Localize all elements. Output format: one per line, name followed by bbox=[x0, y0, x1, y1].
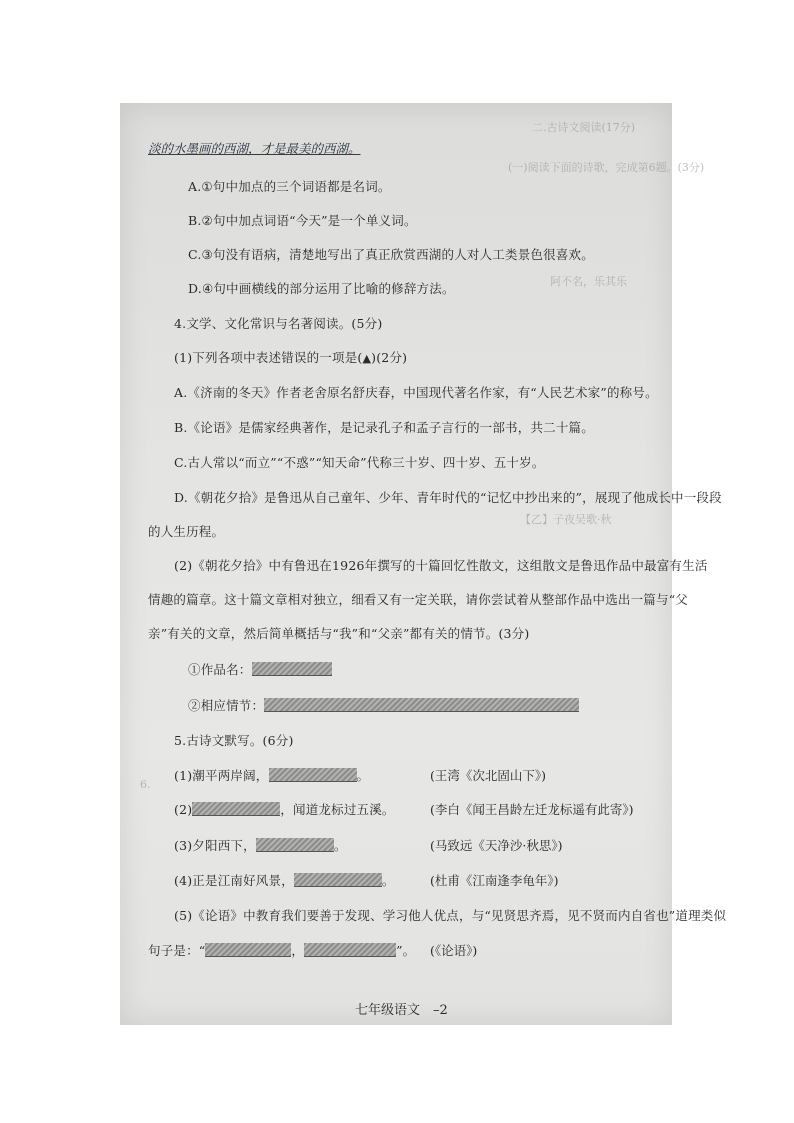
poem-punct: 。 bbox=[381, 873, 395, 888]
poem-text: ，闻道龙标过五溪。 bbox=[280, 802, 395, 817]
option-4c: C.古人常以“而立”“不惑”“知天命”代称三十岁、四十岁、五十岁。 bbox=[174, 455, 545, 470]
option-4a: A.《济南的冬天》作者老舍原名舒庆春，中国现代著名作家，有“人民艺术家”的称号。 bbox=[174, 385, 658, 400]
poem-line-3 bbox=[174, 836, 347, 854]
bleed-text: 二.古诗文阅读(17分) bbox=[532, 121, 636, 134]
question-4-2-line2: 情趣的篇章。这十篇文章相对独立，细看又有一定关联，请你尝试着从整部作品中选出一篇与“父 bbox=[148, 592, 688, 607]
plot-blank[interactable] bbox=[264, 698, 579, 712]
poem-source-2: (李白《闻王昌龄左迁龙标遥有此寄》) bbox=[430, 802, 634, 817]
plot-label: ②相应情节： bbox=[188, 698, 265, 713]
poem-text: (3)夕阳西下， bbox=[174, 838, 256, 853]
bleed-text: (一)阅读下面的诗歌，完成第6题。(3分) bbox=[508, 161, 705, 174]
poem-line-2 bbox=[174, 800, 395, 818]
exam-paper bbox=[120, 103, 727, 1025]
poem-punct: ”。 bbox=[396, 943, 416, 958]
option-4b: B.《论语》是儒家经典著作，是记录孔子和孟子言行的一部书，共二十篇。 bbox=[174, 420, 594, 435]
poem-blank-5a[interactable] bbox=[205, 943, 291, 957]
question-4-1-prompt bbox=[174, 348, 407, 366]
poem-source-4: (杜甫《江南逢李龟年》) bbox=[430, 873, 559, 888]
work-name-label: ①作品名： bbox=[188, 662, 252, 677]
poem-source-1: (王湾《次北固山下》) bbox=[430, 768, 547, 783]
poem-source-5: (《论语》) bbox=[430, 943, 478, 958]
prompt-text: (1)下列各项中表述错误的一项是( bbox=[174, 350, 363, 365]
poem-line-5: (5)《论语》中教育我们要善于发现、学习他人优点，与“见贤思齐焉，见不贤而内自省也”道理类似 bbox=[174, 908, 727, 923]
question-4-title: 4.文学、文化常识与名著阅读。(5分) bbox=[174, 316, 383, 331]
option-b: B.②句中加点词语“今天”是一个单义词。 bbox=[188, 213, 417, 228]
work-name-row bbox=[188, 660, 332, 678]
poem-punct: ， bbox=[291, 943, 305, 958]
poem-punct: 。 bbox=[356, 768, 370, 783]
page-footer: 七年级语文 –2 bbox=[355, 1003, 448, 1018]
handwritten-line: 淡的水墨画的西湖，才是最美的西湖。 bbox=[148, 141, 361, 156]
poem-blank-1[interactable] bbox=[269, 768, 357, 782]
poem-blank-5b[interactable] bbox=[304, 943, 396, 957]
triangle-marker-icon: ▲ bbox=[362, 352, 372, 365]
question-5-title: 5.古诗文默写。(6分) bbox=[174, 733, 294, 748]
poem-text: (2) bbox=[174, 802, 193, 817]
poem-blank-2[interactable] bbox=[192, 802, 280, 816]
prompt-points: )(2分) bbox=[371, 350, 408, 365]
option-4d-cont: 的人生历程。 bbox=[148, 524, 225, 539]
option-4d: D.《朝花夕拾》是鲁迅从自己童年、少年、青年时代的“记忆中抄出来的”，展现了他成长中一段段 bbox=[174, 490, 722, 505]
option-a: A.①句中加点的三个词语都是名词。 bbox=[188, 179, 391, 194]
question-4-2-line1: (2)《朝花夕拾》中有鲁迅在1926年撰写的十篇回忆性散文，这组散文是鲁迅作品中最富有生活 bbox=[174, 558, 708, 573]
poem-line-1 bbox=[174, 766, 369, 784]
poem-line-4 bbox=[174, 871, 395, 889]
poem-blank-3[interactable] bbox=[256, 838, 334, 852]
question-4-2-line3: 亲”有关的文章，然后简单概括与“我”和“父亲”都有关的情节。(3分) bbox=[148, 626, 530, 641]
bleed-text: 【乙】子夜吴歌·秋 bbox=[520, 513, 612, 526]
bleed-text: 6. bbox=[140, 778, 151, 791]
poem-text: 句子是：“ bbox=[148, 943, 206, 958]
poem-line-5-answer bbox=[148, 941, 415, 959]
plot-row bbox=[188, 696, 579, 714]
option-c: C.③句没有语病，清楚地写出了真正欣赏西湖的人对人工类景色很喜欢。 bbox=[188, 247, 594, 262]
poem-punct: 。 bbox=[333, 838, 347, 853]
poem-text: (4)正是江南好风景， bbox=[174, 873, 294, 888]
poem-text: (1)潮平两岸阔， bbox=[174, 768, 269, 783]
option-d: D.④句中画横线的部分运用了比喻的修辞方法。 bbox=[188, 281, 455, 296]
poem-source-3: (马致远《天净沙·秋思》) bbox=[430, 838, 563, 853]
poem-blank-4[interactable] bbox=[294, 873, 382, 887]
work-name-blank[interactable] bbox=[252, 662, 332, 676]
bleed-text: 阿不名，乐其乐 bbox=[550, 275, 627, 288]
